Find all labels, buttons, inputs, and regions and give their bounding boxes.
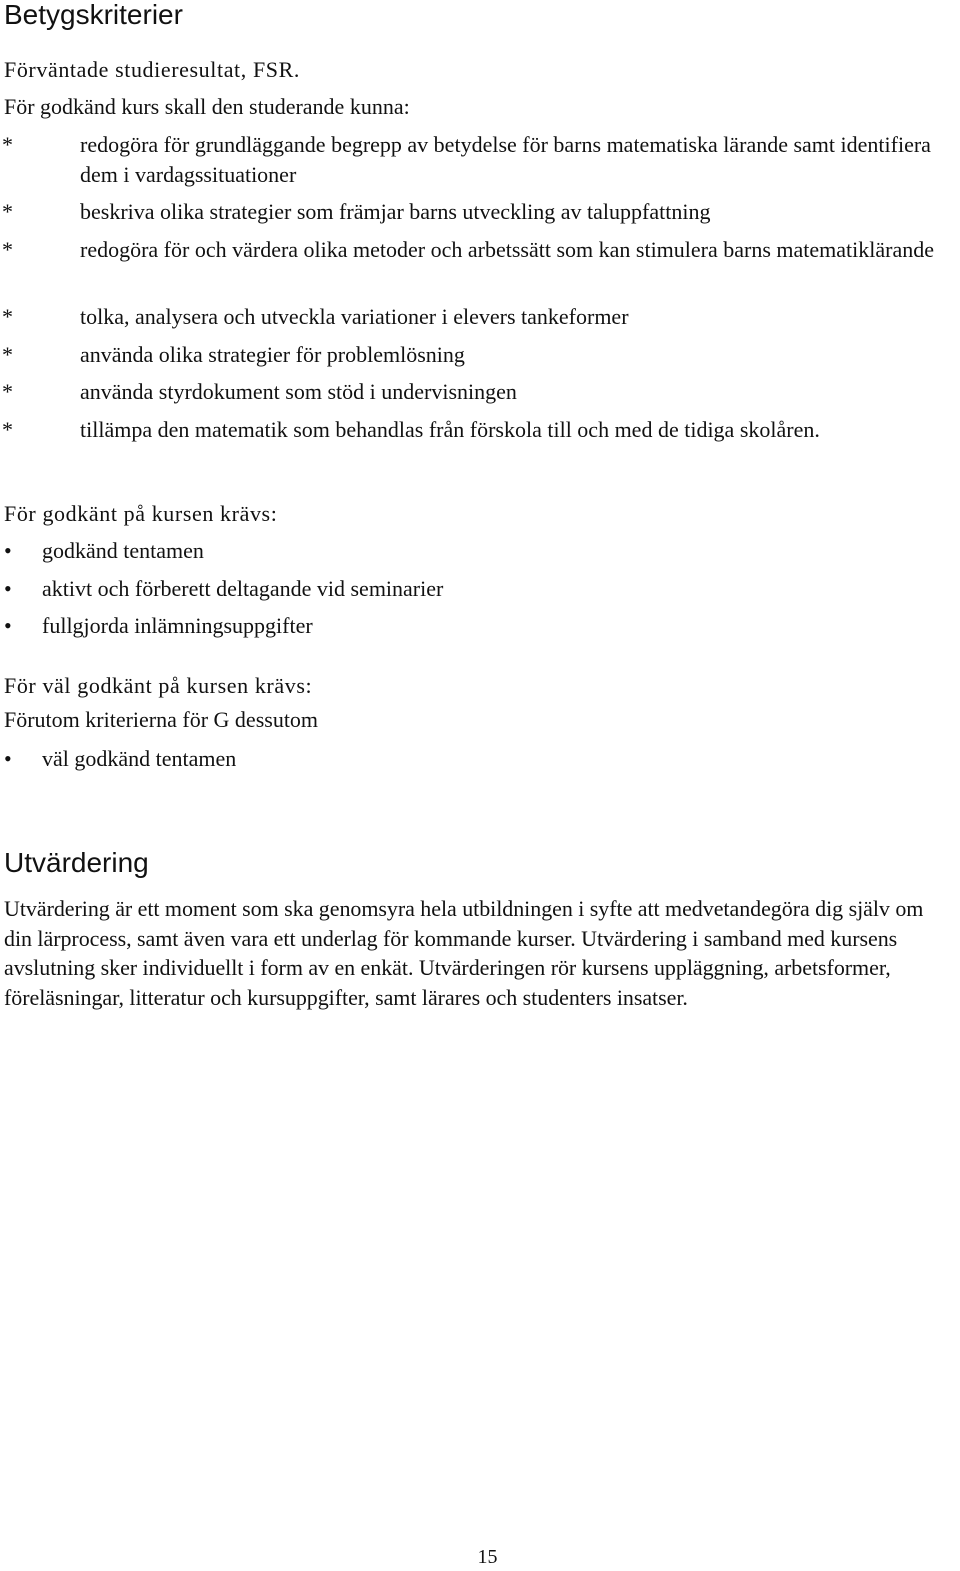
requirement-item-text: godkänd tentamen: [42, 538, 204, 563]
page-number: 15: [477, 1546, 498, 1568]
criteria-item-text: beskriva olika strategier som främjar barns utveckling av taluppfattning: [80, 199, 711, 224]
bullet-marker: •: [4, 576, 12, 601]
criteria-item-text: redogöra för och värdera olika metoder och arbetssätt som kan stimulera barns matematiklärande: [80, 237, 935, 262]
heading-val-godkant: För väl godkänt på kursen krävs:: [4, 673, 313, 698]
bullet-marker: •: [4, 538, 12, 563]
subtitle-fsr: Förväntade studieresultat, FSR.: [4, 57, 301, 82]
asterisk-marker: *: [2, 342, 13, 367]
criteria-item-text: använda olika strategier för problemlösning: [80, 342, 465, 367]
requirement-item-text: fullgjorda inlämningsuppgifter: [42, 613, 313, 638]
asterisk-marker: *: [2, 379, 13, 404]
criteria-item-text: använda styrdokument som stöd i undervisningen: [80, 379, 517, 404]
section-title-utvardering: Utvärdering: [4, 847, 149, 878]
requirement-item-text: aktivt och förberett deltagande vid seminarier: [42, 576, 444, 601]
criteria-item-text: tillämpa den matematik som behandlas från förskola till och med de tidiga skolåren.: [80, 417, 820, 442]
utvardering-paragraph: Utvärdering är ett moment som ska genomsyra hela utbildningen i syfte att medvetandegöra dig själv om din lärprocess, samt även vara ett underlag för kommande kurser. Utvärdering i samband med kursens avslutning sker individuellt i form av en enkät. Utvärderingen rör kursens uppläggning, arbetsformer, föreläsningar, litteratur och kursuppgifter, samt lärares och studenters insatser.: [4, 896, 924, 1010]
bullet-marker: •: [4, 613, 12, 638]
asterisk-marker: *: [2, 417, 13, 442]
bullet-marker: •: [4, 746, 12, 771]
criteria-item-text: tolka, analysera och utveckla variationer i elevers tankeformer: [80, 304, 629, 329]
asterisk-marker: *: [2, 132, 13, 157]
asterisk-marker: *: [2, 199, 13, 224]
asterisk-marker: *: [2, 237, 13, 262]
heading-godkant: För godkänt på kursen krävs:: [4, 501, 278, 526]
section-title-betygskriterier: Betygskriterier: [4, 0, 183, 30]
val-godkant-intro: Förutom kriterierna för G dessutom: [4, 707, 319, 732]
intro-text: För godkänd kurs skall den studerande kunna:: [4, 94, 410, 119]
asterisk-marker: *: [2, 304, 13, 329]
requirement-item-text: väl godkänd tentamen: [42, 746, 237, 771]
criteria-item-text: redogöra för grundläggande begrepp av betydelse för barns matematiska lärande samt identifiera dem i vardagssituationer: [80, 132, 931, 187]
